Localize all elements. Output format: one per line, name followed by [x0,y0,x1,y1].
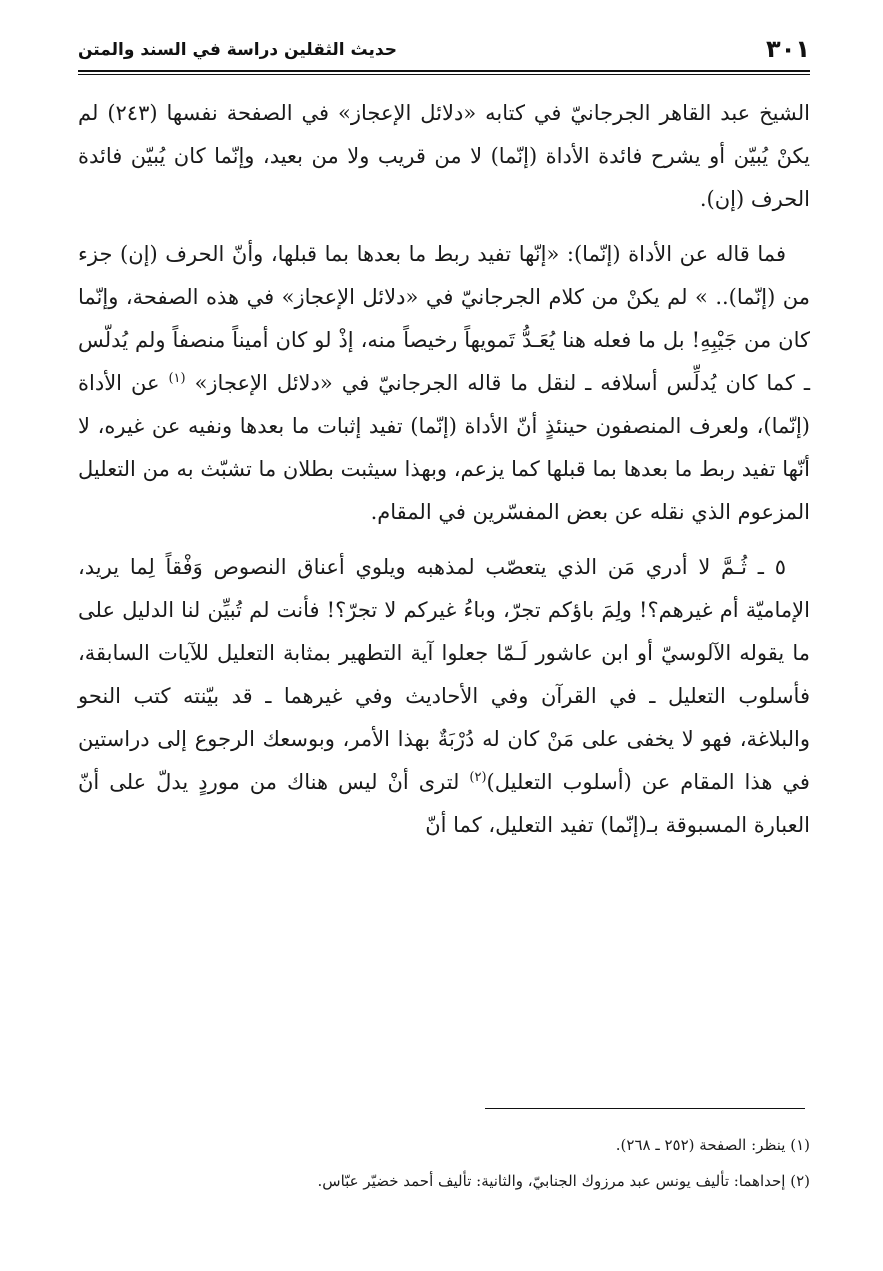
paragraph-1-text: الشيخ عبد القاهر الجرجانيّ في كتابه «دلائل الإعجاز» في الصفحة نفسها (٢٤٣) لم يكنْ يُبيّن أو يشرح فائدة الأداة (إنّما) لا من قريب ولا من بعيد، وإنّما كان يُبيّن فائدة الحرف (إن). [78,101,810,211]
footnotes [78,1130,810,1202]
header-rule [78,70,810,72]
main-text [78,92,810,859]
paragraph-3 [78,546,810,847]
page-number: ٣٠١ [766,35,810,63]
paragraph-3-text-b: لترى أنْ ليس هناك من موردٍ يدلّ على أنّ العبارة المسبوقة بـ(إنّما) تفيد التعليل، كما أنّ [78,770,810,837]
paragraph-3-text-a: ٥ ـ ثُـمَّ لا أدري مَن الذي يتعصّب لمذهبه ويلوي أعناق النصوص وَفْقاً لِما يريد، الإماميّة أم غيرهم؟! ولِمَ باؤكم تجرّ، وباءُ غيركم لا تجرّ؟! فأنت لم تُبيِّن لنا الدليل على ما يقوله الآلوسيّ أو ابن عاشور لَـمّا جعلوا آية التطهير بمثابة التعليل للآيات السابقة، فأسلوب التعليل ـ في القرآن وفي الأحاديث وفي غيرهما ـ قد بيّنته كتب النحو والبلاغة، فهو لا يخفى على مَنْ كان له دُرْبَةٌ بهذا الأمر، وبوسعك الرجوع إلى دراستين في هذا المقام عن (أسلوب التعليل) [78,555,810,794]
paragraph-2 [78,233,810,534]
footnote-ref-2[interactable]: (٢) [469,770,487,785]
footnote-2: (٢) إحداهما: تأليف يونس عبد مرزوك الجنابيّ، والثانية: تأليف أحمد خضيّر عبّاس. [317,1172,810,1190]
paragraph-2-text-b: عن الأداة (إنّما)، ولعرف المنصفون حينئذٍ أنّ الأداة (إنّما) تفيد إثبات ما بعدها ونفيه عن غيره، لا أنّها تفيد ربط ما بعدها بما قبلها كما يزعم، وبهذا سيثبت بطلان ما تشبّث به من التعليل المزعوم الذي نقله عن بعض المفسّرين في المقام. [78,371,810,524]
page-header [78,34,810,74]
footnote-separator [485,1108,805,1109]
paragraph-1 [78,92,810,221]
running-title: حديث الثقلين دراسة في السند والمتن [78,40,397,60]
header-rule-thin [78,74,810,75]
footnote-1: (١) ينظر: الصفحة (٢٥٢ ـ ٢٦٨). [615,1136,810,1154]
paragraph-2-text-a: فما قاله عن الأداة (إنّما): «إنّها تفيد ربط ما بعدها بما قبلها، وأنّ الحرف (إن) جزء من (إنّما).. » لم يكنْ من كلام الجرجانيّ في «دلائل الإعجاز» في هذه الصفحة، وإنّما كان من جَيْبِهِ! بل ما فعله هنا يُعَـدُّ تَمويهاً رخيصاً منه، إذْ لو كان أميناً منصفاً ولم يُدلّس ـ كما كان يُدلِّس أسلافه ـ لنقل ما قاله الجرجانيّ في «دلائل الإعجاز» [78,242,810,395]
footnote-ref-1[interactable]: (١) [168,371,186,386]
